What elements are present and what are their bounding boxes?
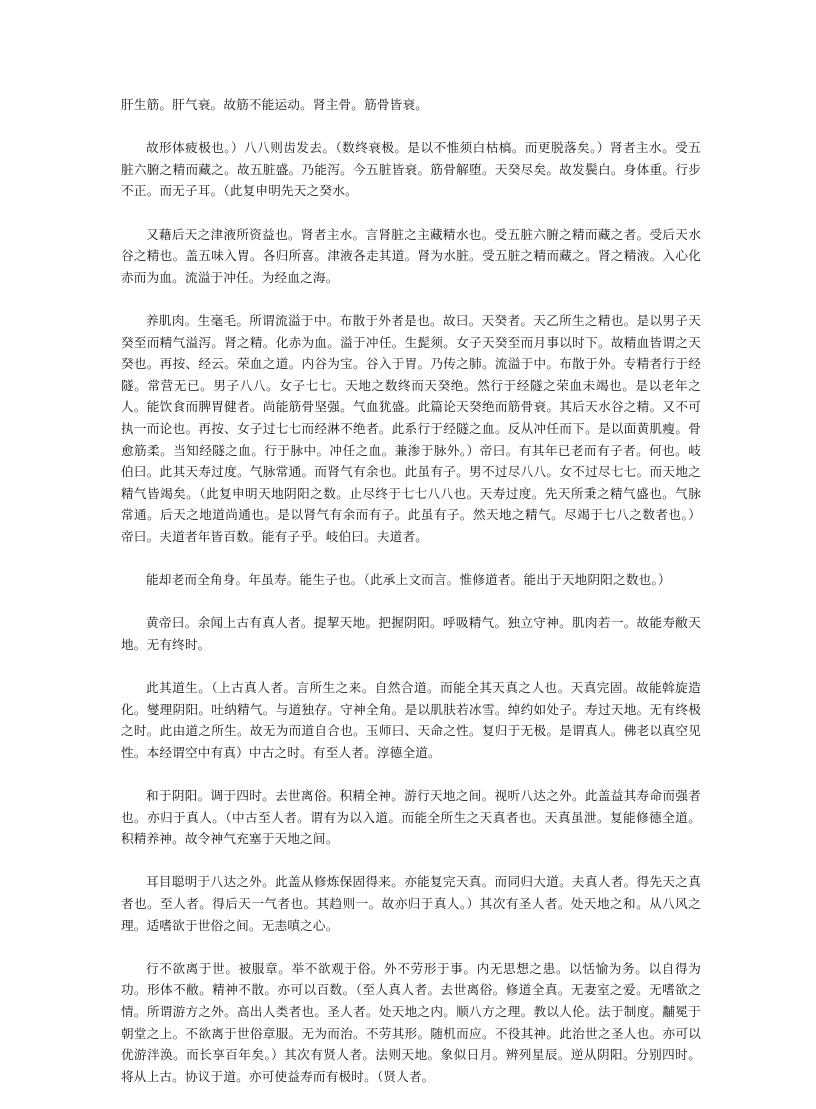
paragraph: 此其道生。（上古真人者。言所生之来。自然合道。而能全其天真之人也。天真完固。故能斡旋造化。燮理阴阳。吐纳精气。与道独存。守神全角。是以肌肤若冰雪。绰约如处子。寿过天地。无有终极之时。此由道之所生。故无为而道自合也。玉师曰、天命之性。复归于无极。是谓真人。佛老以真空见性。本经谓空中有真）中古之时。有至人者。淳德全道。 bbox=[121, 680, 701, 760]
paragraph: 能却老而全角身。年虽寿。能生子也。（此承上文而言。惟修道者。能出于天地阴阳之数也。） bbox=[146, 572, 671, 588]
document-body bbox=[121, 94, 701, 1109]
paragraph: 养肌肉。生毫毛。所谓流溢于中。布散于外者是也。故曰。天癸者。天乙所生之精也。是以男子天癸至而精气溢泻。肾之精。化赤为血。溢于冲任。生髭须。女子天癸至而月事以时下。故精血皆谓之天癸也。再按、经云。荣血之道。内谷为宝。谷入于胃。乃传之肺。流溢于中。布散于外。专精者行于经隧。常营无已。男子八八。女子七七。天地之数终而天癸绝。然行于经隧之荣血未竭也。是以老年之人。能饮食而脾胃健者。尚能筋骨坚强。气血犹盛。此篇论天癸绝而筋骨衰。其后天水谷之精。又不可执一而论也。再按、女子过七七而经淋不绝者。此系行于经隧之血。反从冲任而下。是以面黄肌瘦。骨愈筋柔。当知经隧之血。行于脉中。冲任之血。兼渗于脉外。）帝曰。有其年已老而有子者。何也。岐伯曰。此其天寿过度。气脉常通。而肾气有余也。此虽有子。男不过尽八八。女不过尽七七。而天地之精气皆竭矣。（此复申明天地阴阳之数。止尽终于七七八八也。天寿过度。先天所秉之精气盛也。气脉常通。后天之地道尚通也。是以肾气有余而有子。此虽有子。然天地之精气。尽竭于七八之数者也。）帝曰。夫道者年皆百数。能有子乎。岐伯曰。夫道者。 bbox=[121, 312, 701, 544]
paragraph: 黄帝曰。余闻上古有真人者。提挈天地。把握阴阳。呼吸精气。独立守神。肌肉若一。故能寿敝天地。无有终时。 bbox=[121, 615, 701, 652]
paragraph: 和于阴阳。调于四时。去世离俗。积精全神。游行天地之间。视听八达之外。此盖益其寿命而强者也。亦归于真人。（中古至人者。谓有为以入道。而能全所生之天真者也。天真虽泄。复能修德全道。积精养神。故令神气充塞于天地之间。 bbox=[121, 788, 701, 847]
paragraph: 行不欲离于世。被服章。举不欲观于俗。外不劳形于事。内无思想之患。以恬愉为务。以自得为功。形体不敝。精神不散。亦可以百数。（至人真人者。去世离俗。修道全真。无妻室之爱。无嗜欲之情。所谓游方之外。高出人类者也。圣人者。处天地之内。顺八方之理。教以人伦。法于制度。黼冕于朝堂之上。不欲离于世俗章服。无为而治。不劳其形。随机而应。不役其神。此治世之圣人也。亦可以优游泮涣。而长享百年矣。）其次有贤人者。法则天地。象似日月。辨列星辰。逆从阴阳。分别四时。将从上古。协议于道。亦可使益寿而有极时。（贤人者。 bbox=[121, 960, 701, 1084]
paragraph: 又藉后天之津液所资益也。肾者主水。言肾脏之主藏精水也。受五脏六腑之精而藏之者。受后天水谷之精也。盖五味入胃。各归所喜。津液各走其道。肾为水脏。受五脏之精而藏之。肾之精液。入心化赤而为血。流溢于冲任。为经血之海。 bbox=[121, 226, 701, 285]
paragraph: 耳目聪明于八达之外。此盖从修炼保固得来。亦能复完天真。而同归大道。夫真人者。得先天之真者也。至人者。得后天一气者也。其趋则一。故亦归于真人。）其次有圣人者。处天地之和。从八风之理。适嗜欲于世俗之间。无恚嗔之心。 bbox=[121, 874, 701, 933]
paragraph: 肝生筋。肝气衰。故筋不能运动。肾主骨。筋骨皆衰。 bbox=[121, 97, 429, 112]
paragraph: 故形体疲极也。）八八则齿发去。（数终衰极。是以不惟须白枯槁。而更脱落矣。）肾者主水。受五脏六腑之精而藏之。故五脏盛。乃能泻。今五脏皆衰。筋骨解堕。天癸尽矣。故发鬓白。身体重。行步不正。而无子耳。（此复申明先天之癸水。 bbox=[121, 140, 701, 199]
